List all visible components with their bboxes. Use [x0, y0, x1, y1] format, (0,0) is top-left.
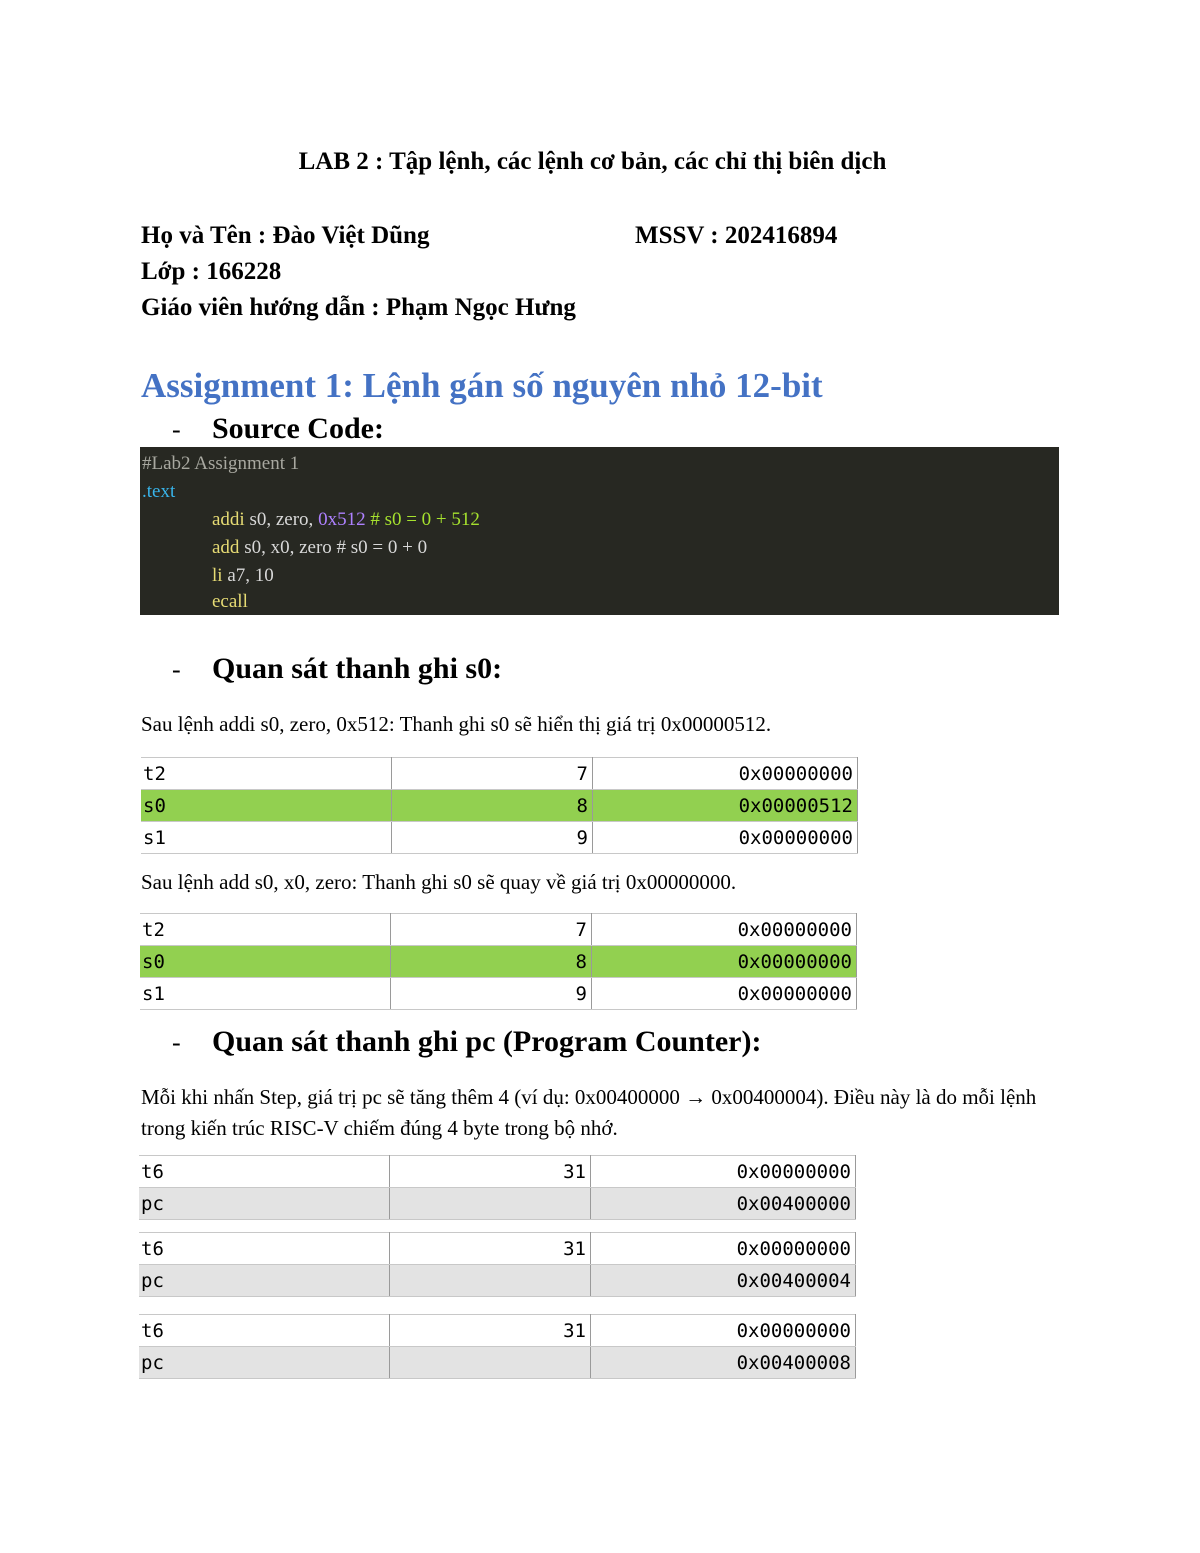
code-args-add: s0, x0, zero # s0 = 0 + 0: [239, 537, 428, 558]
assignment-heading: Assignment 1: Lệnh gán số nguyên nhỏ 12-bit: [141, 366, 823, 405]
code-line-add: [212, 534, 427, 562]
code-line-comment: #Lab2 Assignment 1: [142, 453, 300, 474]
register-value: 0x00000000: [591, 1156, 856, 1188]
register-number: 7: [392, 758, 593, 790]
register-name: pc: [139, 1188, 390, 1220]
teacher-name: Giáo viên hướng dẫn : Phạm Ngọc Hưng: [141, 294, 576, 321]
bullet-dash: -: [172, 655, 181, 684]
pc-observe-label: Quan sát thanh ghi pc (Program Counter):: [212, 1025, 762, 1058]
register-number: 9: [391, 978, 592, 1010]
register-number: 8: [391, 946, 592, 978]
code-args-addi: s0, zero,: [244, 509, 319, 530]
register-name: s1: [140, 978, 391, 1010]
register-value: 0x00000000: [591, 1315, 856, 1347]
register-number: 7: [391, 914, 592, 946]
student-name: Họ và Tên : Đào Việt Dũng: [141, 222, 430, 249]
register-name: t6: [139, 1315, 390, 1347]
code-line-ecall: ecall: [212, 591, 248, 612]
document-title: LAB 2 : Tập lệnh, các lệnh cơ bản, các chỉ thị biên dịch: [298, 148, 887, 175]
code-line-li: [212, 562, 274, 590]
code-args-li: a7, 10: [222, 565, 274, 586]
register-name: pc: [139, 1347, 390, 1379]
code-line-text-directive: .text: [142, 481, 176, 502]
register-value: 0x00000000: [593, 758, 858, 790]
register-number: 9: [392, 822, 593, 854]
register-table-pc-step2: [139, 1314, 856, 1379]
register-row-s0: [140, 946, 857, 978]
register-row-t2: [140, 914, 857, 946]
s0-observe-label: Quan sát thanh ghi s0:: [212, 652, 503, 685]
register-table-pc-step1: [139, 1232, 856, 1297]
register-row-t2: [141, 758, 858, 790]
source-code-label: Source Code:: [212, 412, 384, 445]
register-table-pc-step0: [139, 1155, 856, 1220]
register-number: [390, 1347, 591, 1379]
register-number: 31: [390, 1156, 591, 1188]
s0-text-after-addi: Sau lệnh addi s0, zero, 0x512: Thanh ghi s0 sẽ hiển thị giá trị 0x00000512.: [141, 712, 772, 736]
register-number: [390, 1265, 591, 1297]
register-table-s0-after-add: [140, 913, 857, 1010]
register-value: 0x00400008: [591, 1347, 856, 1379]
register-value: 0x00000000: [592, 914, 857, 946]
bullet-dash: -: [172, 415, 181, 444]
code-comment-addi: # s0 = 0 + 512: [365, 509, 480, 530]
register-name: t6: [139, 1156, 390, 1188]
register-value: 0x00000000: [592, 978, 857, 1010]
register-row-t6: [139, 1156, 856, 1188]
register-name: s1: [141, 822, 392, 854]
register-row-s1: [140, 978, 857, 1010]
register-name: t6: [139, 1233, 390, 1265]
register-row-s0: [141, 790, 858, 822]
code-line-addi: [212, 506, 480, 534]
register-number: 31: [390, 1315, 591, 1347]
register-value: 0x00000512: [593, 790, 858, 822]
bullet-dash: -: [172, 1028, 181, 1057]
register-value: 0x00000000: [593, 822, 858, 854]
register-row-pc: [139, 1188, 856, 1220]
pc-explanation-text: Mỗi khi nhấn Step, giá trị pc sẽ tăng thêm 4 (ví dụ: 0x00400000 → 0x00400004). Điều này là do mỗi lệnh trong kiến trúc RISC-V chiếm đúng 4 byte trong bộ nhớ.: [141, 1085, 1037, 1140]
code-op-li: li: [212, 565, 223, 586]
register-value: 0x00400000: [591, 1188, 856, 1220]
source-code-label-row: [172, 412, 384, 446]
register-name: t2: [141, 758, 392, 790]
register-number: [390, 1188, 591, 1220]
register-name: pc: [139, 1265, 390, 1297]
register-number: 8: [392, 790, 593, 822]
register-row-pc: [139, 1347, 856, 1379]
code-num-addi: 0x512: [318, 509, 366, 530]
register-name: s0: [140, 946, 391, 978]
register-table-s0-after-addi: [141, 757, 858, 854]
register-row-t6: [139, 1233, 856, 1265]
register-name: t2: [140, 914, 391, 946]
register-value: 0x00400004: [591, 1265, 856, 1297]
s0-observe-label-row: [172, 652, 502, 686]
register-row-pc: [139, 1265, 856, 1297]
s0-text-after-add: Sau lệnh add s0, x0, zero: Thanh ghi s0 sẽ quay về giá trị 0x00000000.: [141, 870, 737, 894]
register-name: s0: [141, 790, 392, 822]
register-row-s1: [141, 822, 858, 854]
register-row-t6: [139, 1315, 856, 1347]
code-block: [140, 447, 1059, 615]
code-op-addi: addi: [212, 509, 245, 530]
class-number: Lớp : 166228: [141, 258, 282, 285]
pc-observe-label-row: [172, 1025, 761, 1059]
register-value: 0x00000000: [591, 1233, 856, 1265]
register-number: 31: [390, 1233, 591, 1265]
student-id: MSSV : 202416894: [635, 222, 838, 249]
code-op-add: add: [212, 537, 240, 558]
register-value: 0x00000000: [592, 946, 857, 978]
